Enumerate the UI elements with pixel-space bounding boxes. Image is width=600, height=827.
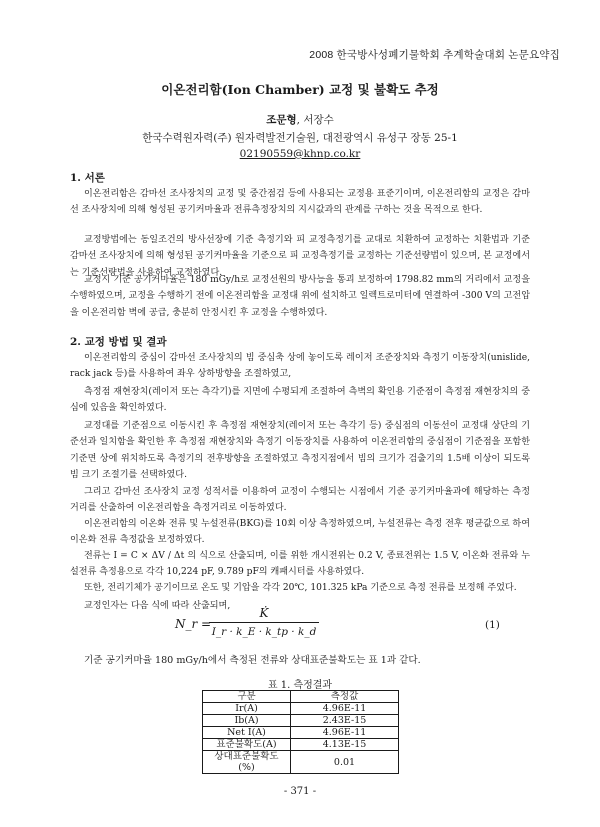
method-paragraph-6: 전류는 I = C × ΔV / Δt 의 식으로 산출되며, 이를 위한 개시전위는 0.2 V, 종료전위는 1.5 V, 이온화 전류와 누설전류 측정용으로 각각 10,224 pF, 9.789 pF의 캐패시터를 사용하였다. <box>70 551 530 578</box>
table-label-cell: 표준불확도(A) <box>203 739 291 751</box>
table-row <box>203 739 399 751</box>
equation-number: (1) <box>485 619 500 631</box>
section-heading-method: 2. 교정 방법 및 결과 <box>70 336 167 348</box>
intro-paragraph-1: 이온전리함은 감마선 조사장치의 교정 및 중간점검 등에 사용되는 교정용 표준기이며, 이온전리함의 교정은 감마선 조사장치에 의해 형성된 공기커마율과 전류측정장치의 지시값과의 관계를 구하는 것을 목적으로 한다. <box>70 189 530 216</box>
method-paragraph-1: 이온전리함의 중심이 감마선 조사장치의 빔 중심축 상에 놓이도록 레이저 조준장치와 측정기 이동장치(unislide, rack jack 등)를 사용하여 좌우 상하방향을 조절하였고, <box>70 353 530 380</box>
method-paragraph-2: 측정점 재현장치(레이저 또는 측각기)를 지면에 수평되게 조절하여 측벽의 확인용 기준점이 측정점 재현장치의 중심에 있음을 확인하였다. <box>70 387 530 414</box>
method-paragraph-8: 교정인자는 다음 식에 따라 산출되며, <box>84 601 231 611</box>
lead-author: 조문형 <box>266 114 297 126</box>
equation-denominator: I_r · k_E · k_tp · k_d <box>211 626 317 638</box>
table-row <box>203 751 399 774</box>
running-header: 2008 한국방사성폐기물학회 추계학술대회 논문요약집 <box>309 49 560 61</box>
fraction-bar <box>209 622 319 623</box>
table-header-row <box>203 691 399 703</box>
author-separator: , <box>296 114 304 126</box>
paper-title: 이온전리함(Ion Chamber) 교정 및 불확도 추정 <box>161 82 439 97</box>
table-row <box>203 703 399 715</box>
calibration-factor-equation <box>175 606 335 646</box>
method-paragraph-4: 그리고 감마선 조사장치 교정 성적서를 이용하여 교정이 수행되는 시점에서 기준 공기커마율과에 해당하는 측정거리를 산출하여 이온전리함을 측정거리로 이동하였다. <box>70 487 530 514</box>
author-line <box>0 112 600 127</box>
table-value-cell: 0.01 <box>291 751 399 774</box>
method-paragraph-5: 이온전리함의 이온화 전류 및 누설전류(BKG)를 10회 이상 측정하였으며, 누설전류는 측정 전후 평균값으로 하여 이온화 전류 측정값을 보정하였다. <box>70 519 530 546</box>
equation-numerator: K̇ <box>259 606 269 620</box>
table-label-cell: Net I(A) <box>203 727 291 739</box>
table-value-cell: 4.96E-11 <box>291 703 399 715</box>
equation-lhs: N_r = <box>175 617 212 631</box>
email-link[interactable]: 02190559@khnp.co.kr <box>239 148 361 160</box>
section-heading-intro: 1. 서론 <box>70 172 105 184</box>
table-value-cell: 2.43E-15 <box>291 715 399 727</box>
table-row <box>203 727 399 739</box>
table-caption: 표 1. 측정결과 <box>267 680 333 691</box>
table-label-cell: Ir(A) <box>203 703 291 715</box>
intro-paragraph-3: 교정시 기준 공기커마율은 180 mGy/h로 교정선원의 방사능을 통괴 보정하여 1798.82 mm의 거리에서 교정을 수행하였으며, 교정을 수행하기 전에 이온전리함을 교정대 위에 설치하고 일렉트로미터에 연결하여 -300 V의 고전압을 이온전리함 벽에 공급, 충분히 안정시킨 후 교정을 수행하였다. <box>70 275 530 318</box>
table-label-cell: Ib(A) <box>203 715 291 727</box>
table-row <box>203 715 399 727</box>
after-equation-text: 기준 공기커마율 180 mGy/h에서 측정된 전류와 상대표준불확도는 표 1과 같다. <box>84 655 421 666</box>
affiliation: 한국수력원자력(주) 원자력발전기술원, 대전광역시 유성구 장동 25-1 <box>142 132 458 144</box>
table-header-cell: 구분 <box>203 691 291 703</box>
table-value-cell: 4.13E-15 <box>291 739 399 751</box>
method-paragraph-7: 또한, 전리기체가 공기이므로 온도 및 기압을 각각 20℃, 101.325 kPa 기준으로 측정 전류를 보정해 주었다. <box>84 583 517 593</box>
page-number: - 371 - <box>283 786 317 797</box>
intro-paragraph-2: 교정방법에는 동일조건의 방사선장에 기준 측정기와 피 교정측정기를 교대로 치환하여 교정하는 치환법과 기준 감마선 조사장치에 의해 형성된 공기커마율을 기준으로 피 교정측정기를 교정하는 기준선량법이 있으며, 본 교정에서는 기준선량법을 사용하여 교정하였다. <box>70 235 530 278</box>
equation-fraction <box>209 606 319 639</box>
co-author: 서장수 <box>303 114 334 126</box>
results-table <box>202 690 399 774</box>
table-label-cell: 상대표준불확도(%) <box>203 751 291 774</box>
method-paragraph-3: 교정대를 기준점으로 이동시킨 후 측정점 재현장치(레이저 또는 측각기 등) 중심점의 이동선이 교정대 상단의 기준선과 일치함을 확인한 후 측정점 재현장치와 측정기 이동장치를 사용하여 이온전리함의 중심점이 기준점을 포함한 기준면 상에 위치하도록 측정기의 전후방향을 조절하였고 측정지점에서 빔의 크기가 검출기의 1.5배 이상이 되도록 빔 크기 조절기를 선택하였다. <box>70 421 530 481</box>
table-value-cell: 4.96E-11 <box>291 727 399 739</box>
table-header-cell: 측정값 <box>291 691 399 703</box>
